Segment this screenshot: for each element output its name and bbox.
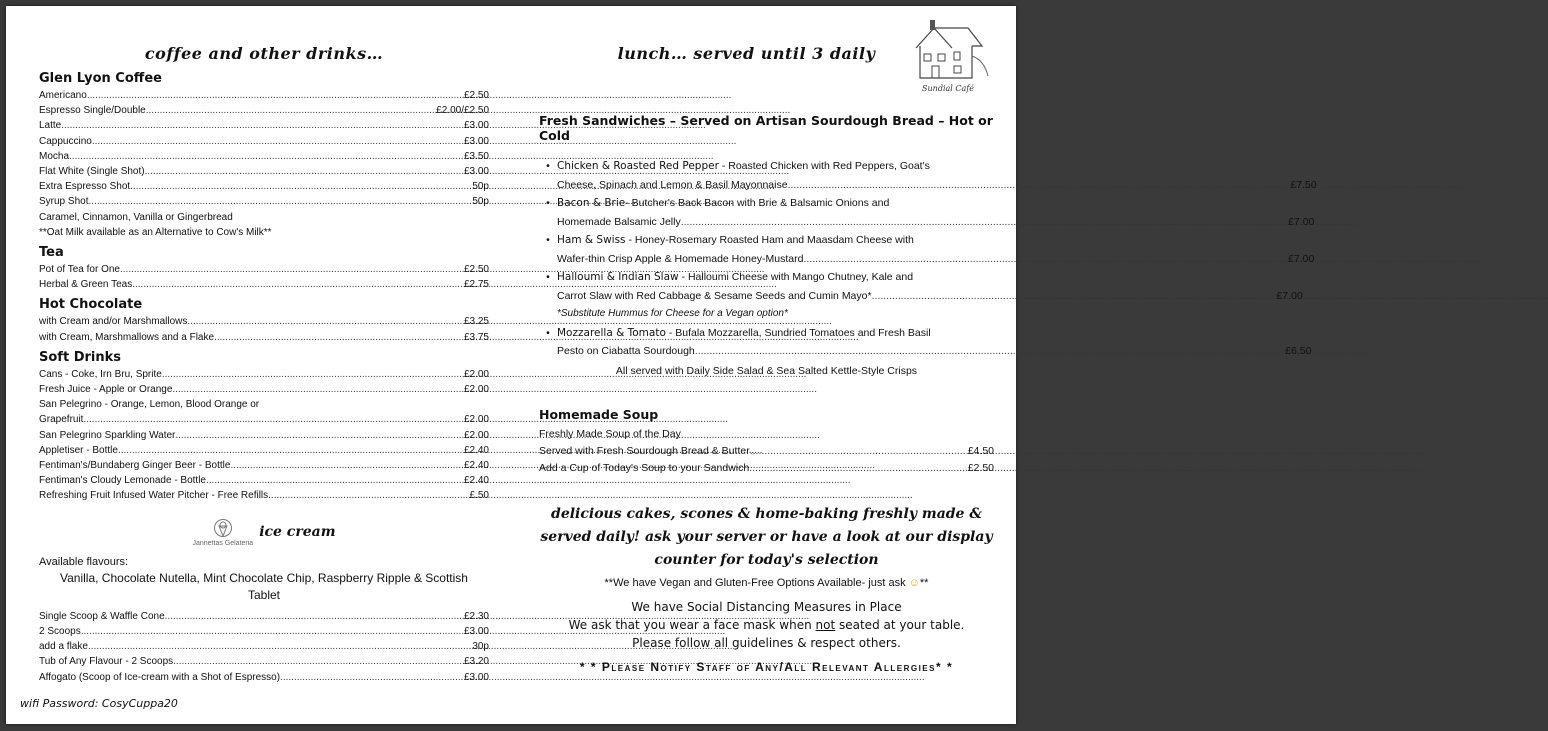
menu-item: Americano ..... £2.50 xyxy=(39,88,489,103)
menu-item: Syrup Shot ..... 50p xyxy=(39,194,489,209)
gelateria-logo: Jannettas Gelateria xyxy=(192,518,253,547)
menu-item: Grapefruit ..... £2.00 xyxy=(39,412,489,427)
tea-heading: Tea xyxy=(39,245,64,261)
cakes-note: delicious cakes, scones & home-baking freshly made & served daily! ask your server or have a look at our display counter for today's selection xyxy=(540,505,993,568)
distancing-line-1: We have Social Distancing Measures in Place xyxy=(631,599,902,614)
ice-cream-title: ice cream xyxy=(259,524,336,541)
menu-item: Affogato (Scoop of Ice-cream with a Shot of Espresso) ..... £3.00 xyxy=(39,670,489,685)
hummus-note: *Substitute Hummus for Cheese for a Vegan option* xyxy=(557,308,788,319)
served-with-note: All served with Daily Side Salad & Sea Salted Kettle-Style Crisps xyxy=(615,364,918,377)
list-item: • Mozzarella & Tomato - Bufala Mozzarella, Sundried Tomatoes and Fresh Basil Pesto on Ciabatta Sourdough ..... £6.50 xyxy=(539,324,994,361)
ice-cream-flavours: Vanilla, Chocolate Nutella, Mint Chocolate Chip, Raspberry Ripple & Scottish Tablet xyxy=(60,570,468,602)
menu-item: add a flake ..... 30p xyxy=(39,639,489,654)
drinks-title: coffee and other drinks… xyxy=(144,44,384,63)
menu-item: Add a Cup of Today's Soup to your Sandwich ..... £2.50 xyxy=(539,460,994,477)
soft-drinks-heading: Soft Drinks xyxy=(39,349,121,365)
sandwiches-heading: Fresh Sandwiches – Served on Artisan Sourdough Bread – Hot or Cold xyxy=(539,113,993,143)
syrup-flavours: Caramel, Cinnamon, Vanilla or Gingerbread xyxy=(39,211,233,223)
list-item: • Bacon & Brie- Butcher's Back Bacon with Brie & Balsamic Onions and Homemade Balsamic Jelly ..... £7.00 xyxy=(539,194,994,231)
allergy-notice: * * Please Notify Staff of Any/All Relevant Allergies* * xyxy=(579,659,954,674)
menu-item: Cans - Coke, Irn Bru, Sprite ..... £2.00 xyxy=(39,367,489,382)
available-flavours-label: Available flavours: xyxy=(39,555,129,568)
distancing-line-2: We ask that you wear a face mask when not seated at your table. xyxy=(568,617,965,632)
menu-item: Fentiman's Cloudy Lemonade - Bottle ..... £2.40 xyxy=(39,473,489,488)
menu-item: Extra Espresso Shot ..... 50p xyxy=(39,179,489,194)
menu-item: Latte ..... £3.00 xyxy=(39,118,489,133)
menu-item: Flat White (Single Shot) ..... £3.00 xyxy=(39,164,489,179)
menu-item: Fresh Juice - Apple or Orange ..... £2.00 xyxy=(39,382,489,397)
menu-item: Pot of Tea for One ..... £2.50 xyxy=(39,262,489,277)
menu-item: Refreshing Fruit Infused Water Pitcher - Free Refills ..... £.50 xyxy=(39,488,489,503)
menu-item: with Cream and/or Marshmallows ..... £3.25 xyxy=(39,314,489,329)
ice-cream-list xyxy=(39,609,489,685)
vegan-note: **We have Vegan and Gluten-Free Options Available- just ask ☺** xyxy=(604,576,929,589)
menu-page xyxy=(6,6,1317,724)
lunch-title: lunch… served until 3 daily xyxy=(617,44,876,63)
menu-item: with Cream, Marshmallows and a Flake ..... £3.75 xyxy=(39,330,489,345)
menu-item: Served with Fresh Sourdough Bread & Butter ..... £4.50 xyxy=(539,443,994,460)
smiley-icon: ☺ xyxy=(908,576,920,589)
distancing-line-3: Please follow all guidelines & respect others. xyxy=(632,635,901,650)
ice-cream-cone-icon xyxy=(213,518,233,540)
menu-item: Mocha ..... £3.50 xyxy=(39,149,489,164)
coffee-list xyxy=(39,88,489,240)
list-item: • Chicken & Roasted Red Pepper - Roasted Chicken with Red Peppers, Goat's Cheese, Spinach and Lemon & Basil Mayonnaise ..... £7.50 xyxy=(539,157,994,194)
menu-item: Cappuccino ..... £3.00 xyxy=(39,134,489,149)
pelegrino-line: San Pelegrino - Orange, Lemon, Blood Orange or xyxy=(39,399,260,411)
svg-text:Sundial Café: Sundial Café xyxy=(922,84,974,93)
drinks-column xyxy=(39,44,489,685)
coffee-heading: Glen Lyon Coffee xyxy=(39,71,162,86)
oat-milk-note: **Oat Milk available as an Alternative to Cow's Milk** xyxy=(39,226,272,238)
menu-item: San Pelegrino Sparkling Water ..... £2.00 xyxy=(39,428,489,443)
menu-item: Tub of Any Flavour - 2 Scoops ..... £3.20 xyxy=(39,654,489,669)
menu-item: Herbal & Green Teas ..... £2.75 xyxy=(39,277,489,292)
list-item: • Halloumi & Indian Slaw - Halloumi Cheese with Mango Chutney, Kale and Carrot Slaw with Red Cabbage & Sesame Seeds and Cumin Mayo* ..... £7.00 *Substitute Hummus for Cheese for a Vegan option* xyxy=(539,268,994,324)
ice-cream-header xyxy=(39,518,489,547)
menu-item: Single Scoop & Waffle Cone ..... £2.30 xyxy=(39,609,489,624)
soup-line: Freshly Made Soup of the Day xyxy=(539,427,681,440)
wifi-password: wifi Password: CosyCuppa20 xyxy=(20,697,178,710)
lunch-column xyxy=(539,44,1317,674)
menu-item: Espresso Single/Double ..... £2.00/£2.50 xyxy=(39,103,489,118)
hot-chocolate-heading: Hot Chocolate xyxy=(39,297,143,313)
menu-item: Appletiser - Bottle ..... £2.40 xyxy=(39,443,489,458)
sandwich-list xyxy=(539,157,1317,361)
list-item: • Ham & Swiss - Honey-Rosemary Roasted Ham and Maasdam Cheese with Wafer-thin Crisp Apple & Homemade Honey-Mustard ..... £7.00 xyxy=(539,231,994,268)
menu-item: 2 Scoops ..... £3.00 xyxy=(39,624,489,639)
menu-item: Fentiman's/Bundaberg Ginger Beer - Bottle ..... £2.40 xyxy=(39,458,489,473)
soup-heading: Homemade Soup xyxy=(539,406,659,422)
